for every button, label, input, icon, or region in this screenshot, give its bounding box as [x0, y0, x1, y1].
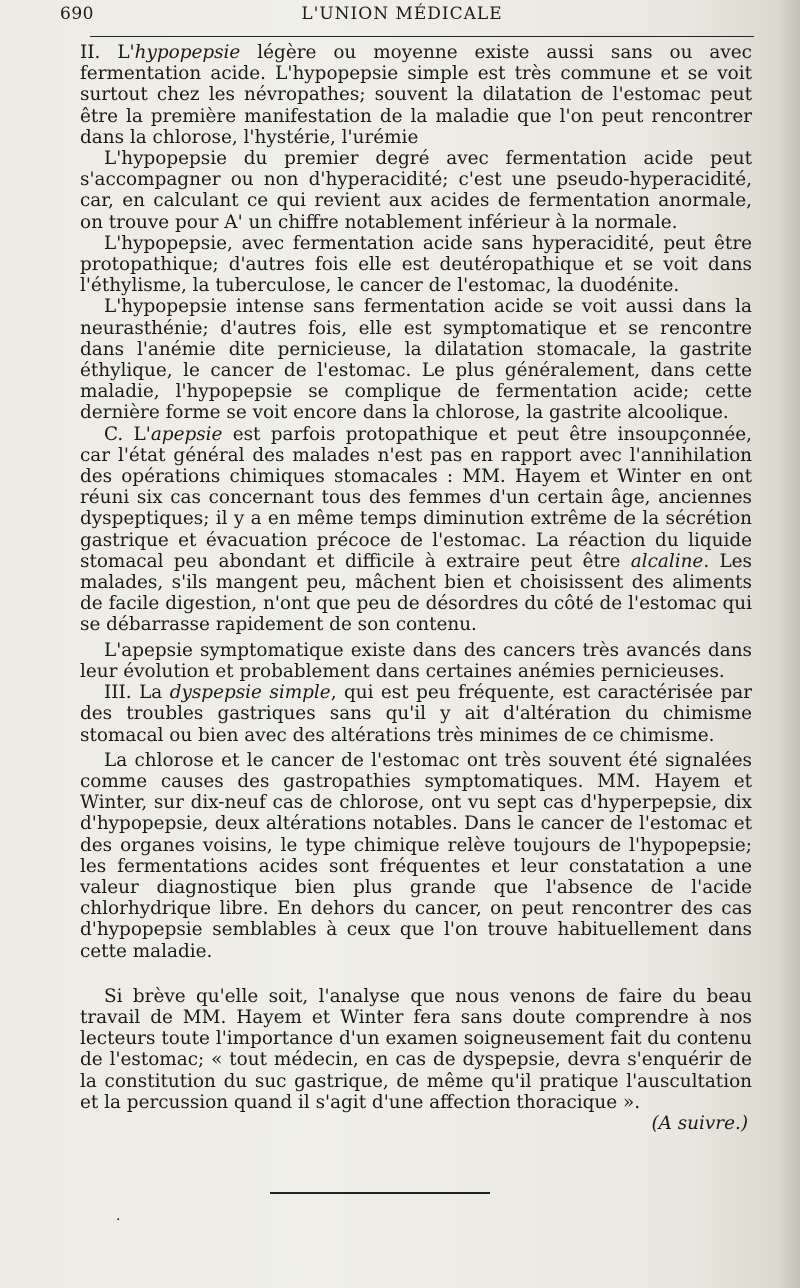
to-be-continued: (A suivre.) [651, 1112, 748, 1134]
paragraph-apepsie [80, 424, 752, 636]
footer-mark: . [116, 1208, 121, 1224]
text-run: Si brève qu'elle soit, l'analyse que nous venons de faire du beau travail de MM. Hayem et Winter fera sans doute comprendre à nos lecteurs toute l'importance d'un examen soigneusement fait du contenu de l'estomac; « tout médecin, en cas de dyspepsie, devra s'enquérir de la constitution du suc gastrique, de même qu'il pratique l'auscultation et la percussion quand il s'agit d'une affection thoracique ». [80, 985, 752, 1113]
text-run: L'apepsie symptomatique existe dans des cancers très avancés dans leur évolution et probablement dans certaines anémies pernicieuses. [80, 639, 752, 682]
text-run: L'hypopepsie, avec fermentation acide sans hyperacidité, peut être protopathique; d'autres fois elle est deutéropathique et se voit dans l'éthylisme, la tuberculose, le cancer de l'estomac, la duodénite. [80, 232, 752, 297]
text-run: III. La [104, 682, 170, 704]
paragraph-hypopepsie [80, 42, 752, 148]
article-body [80, 42, 752, 1134]
page-edge-shadow [778, 0, 800, 1288]
italic-term: alcaline [630, 550, 704, 572]
text-run: L'hypopepsie du premier degré avec fermentation acide peut s'accompagner ou non d'hyperacidité; c'est une pseudo-hyperacidité, car, en calculant ce qui revient aux acides de fermentation anormale, on trouve pour A' un chiffre notablement inférieur à la normale. [80, 148, 752, 233]
text-run: L'hypopepsie intense sans fermentation acide se voit aussi dans la neurasthénie; d'autres fois, elle est symptomatique et se rencontre dans l'anémie dite pernicieuse, la dilatation stomacale, la gastrite éthylique, le cancer de l'estomac. Le plus généralement, dans cette maladie, l'hypopepsie se complique de fermentation acide; cette dernière forme se voit encore dans la chlorose, la gastrite alcoolique. [80, 296, 752, 424]
paragraph-premier-degre [80, 148, 752, 233]
text-run: II. L' [80, 42, 135, 63]
text-run: , qui est peu fréquente, est caractérisée par des troubles gastriques sans qu'il y ait d'altération du chimisme stomacal ou bien avec des altérations très minimes de ce chimisme. [80, 682, 753, 746]
paragraph-chlorose-cancer [80, 750, 752, 962]
paragraph-apepsie-symptomatique [80, 640, 752, 682]
text-run: . Les malades, s'ils mangent peu, mâchent bien et choisissent des aliments de facile digestion, n'ont que peu de désordres du côté de l'estomac qui se débarrasse rapidement de son contenu. [80, 550, 752, 636]
text-run: La chlorose et le cancer de l'estomac ont très souvent été signalées comme causes des gastropathies symptomatiques. MM. Hayem et Winter, sur dix-neuf cas de chlorose, ont vu sept cas d'hyperpepsie, dix d'hypopepsie, deux altérations notables. Dans le cancer de l'estomac et des organes voisins, le type chimique relève toujours de l'hypopepsie; les fermentations acides sont fréquentes et leur constatation a une valeur diagnostique bien plus grande que l'absence de l'acide chlorhydrique libre. En dehors du cancer, on peut rencontrer des cas d'hypopepsie semblables à ceux que l'on trouve habituellement dans cette maladie. [80, 749, 752, 962]
text-run: C. L' [104, 423, 151, 445]
italic-term: dyspepsie simple [169, 682, 331, 704]
running-title: L'UNION MÉDICALE [301, 4, 503, 24]
header-rule [90, 36, 754, 37]
closing-rule [270, 1192, 490, 1194]
text-run: est parfois protopathique et peut être insoupçonnée, car l'état général des malades n'est pas en rapport avec l'annihilation des opérations chimiques stomacales : MM. Hayem et Winter en ont réuni six cas concernant tous des femmes d'un certain âge, anciennes dyspeptiques; il y a en même temps diminution extrême de la sécrétion gastrique et évacuation précoce de l'estomac. La réaction du liquide stomacal peu abondant et difficile à extraire peut être [80, 423, 752, 572]
page-number: 690 [60, 4, 94, 24]
italic-term: hypopepsie [134, 42, 241, 63]
italic-term: apepsie [150, 423, 223, 445]
paragraph-sans-hyperacidite [80, 233, 752, 297]
page-header [52, 4, 752, 30]
paragraph-dyspepsie-simple [80, 682, 752, 746]
paragraph-conclusion [80, 985, 752, 1134]
paragraph-hypopepsie-intense [80, 296, 752, 423]
text-run: légère ou moyenne existe aussi sans ou avec fermentation acide. L'hypopepsie simple est très commune et se voit surtout chez les névropathes; souvent la dilatation de l'estomac peut être la première manifestation de la maladie que l'on peut rencontrer dans la chlorose, l'hystérie, l'urémie [80, 42, 752, 148]
